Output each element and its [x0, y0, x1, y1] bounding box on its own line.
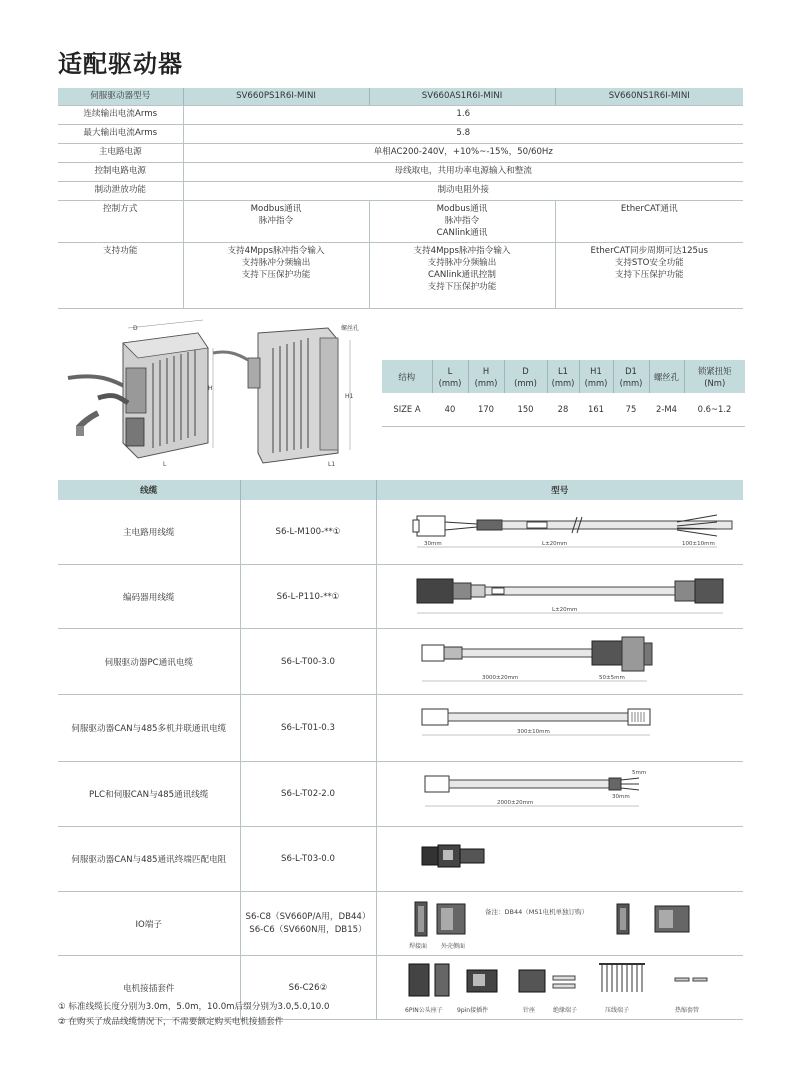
spec-row-max-current	[58, 124, 743, 143]
cable-row	[58, 762, 743, 827]
dim-label: 30mm	[423, 541, 442, 547]
dims-cell: 2-M4	[649, 393, 684, 426]
cable-picture	[376, 695, 743, 762]
cable-model: S6-L-M100-**①	[240, 500, 376, 565]
dims-cell: SIZE A	[382, 393, 432, 426]
cable-row	[58, 827, 743, 892]
spec-label: 主电路电源	[58, 143, 183, 162]
plc-cable-drawing	[377, 762, 744, 823]
cable-header-model: 型号	[376, 480, 743, 500]
dims-header: 结构	[382, 360, 432, 393]
cable-model: S6-L-T03-0.0	[240, 827, 376, 892]
dim-label: 30mm	[611, 794, 630, 800]
cable-picture	[376, 565, 743, 629]
spec-label: 连续输出电流Arms	[58, 105, 183, 124]
spec-value-a: Modbus通讯 脉冲指令 CANlink通讯	[369, 200, 555, 242]
footnotes	[58, 1000, 329, 1030]
dim-label-l: L	[163, 461, 167, 468]
spec-header-row	[58, 88, 743, 105]
spec-header-a: SV660AS1R6I-MINI	[369, 88, 555, 105]
cable-name: PLC和伺服CAN与485通讯线缆	[58, 762, 240, 827]
dims-header-row	[382, 360, 745, 393]
spec-value: 1.6	[183, 105, 743, 124]
dims-cell: 150	[504, 393, 547, 426]
spec-value: 5.8	[183, 124, 743, 143]
drive-dimension-drawing	[58, 318, 368, 468]
caption: 6PIN公头座子	[404, 1007, 443, 1014]
spec-value-n: EtherCAT通讯	[555, 200, 743, 242]
cable-model: S6-C26②	[240, 956, 376, 1020]
cable-row	[58, 695, 743, 762]
dim-label: 300±10mm	[516, 729, 550, 735]
caption: 焊接面	[408, 943, 427, 950]
dim-label-h: H	[208, 385, 213, 392]
dim-label: 2000±20mm	[496, 800, 533, 806]
cable-picture	[376, 629, 743, 695]
dim-label: 100±10mm	[681, 541, 715, 547]
cable-picture	[376, 762, 743, 827]
spec-label: 制动泄放功能	[58, 181, 183, 200]
cable-row	[58, 629, 743, 695]
spec-header-p: SV660PS1R6I-MINI	[183, 88, 369, 105]
main-circuit-cable-drawing	[377, 500, 744, 561]
cable-picture	[376, 827, 743, 892]
cable-name: 伺服驱动器PC通讯电缆	[58, 629, 240, 695]
dimension-table	[382, 360, 745, 427]
dims-cell: 170	[468, 393, 504, 426]
cable-picture	[376, 956, 743, 1020]
dims-header: H (mm)	[468, 360, 504, 393]
dims-cell: 161	[579, 393, 613, 426]
cable-name: 主电路用线缆	[58, 500, 240, 565]
cable-name: IO端子	[58, 892, 240, 956]
dim-label: 5mm	[631, 770, 646, 776]
io-note: 备注：DB44（MS1电机单独订购）	[484, 908, 588, 916]
spec-value-a: 支持4Mpps脉冲指令输入 支持脉冲分频输出 CANlink通讯控制 支持下压保护功能	[369, 242, 555, 308]
spec-value: 母线取电，共用功率电源输入和整流	[183, 162, 743, 181]
cable-table	[58, 480, 743, 1020]
dim-label: L±20mm	[541, 541, 567, 547]
motor-connector-kit-drawing	[377, 956, 744, 1016]
cable-model: S6-L-T00-3.0	[240, 629, 376, 695]
dims-cell: 0.6~1.2	[684, 393, 745, 426]
cable-model: S6-L-P110-**①	[240, 565, 376, 629]
cable-model: S6-L-T02-2.0	[240, 762, 376, 827]
cable-row	[58, 565, 743, 629]
dim-label-l1: L1	[328, 461, 336, 468]
spec-row-control	[58, 200, 743, 242]
cable-model: S6-L-T01-0.3	[240, 695, 376, 762]
cable-header-name: 线缆	[58, 480, 240, 500]
dims-cell: 28	[547, 393, 579, 426]
terminal-resistor-drawing	[377, 827, 744, 888]
spec-value: 单相AC200-240V，+10%~-15%，50/60Hz	[183, 143, 743, 162]
encoder-cable-drawing	[377, 565, 744, 625]
cable-name: 编码器用线缆	[58, 565, 240, 629]
spec-row-main-power	[58, 143, 743, 162]
spec-header-n: SV660NS1R6I-MINI	[555, 88, 743, 105]
cable-name: 伺服驱动器CAN与485通讯终端匹配电阻	[58, 827, 240, 892]
parallel-cable-drawing	[377, 695, 744, 758]
dim-label-screw: 螺丝孔	[341, 325, 360, 332]
dim-label: 3000±20mm	[481, 675, 518, 681]
drive-spec-table	[58, 88, 743, 309]
cable-name: 伺服驱动器CAN与485多机并联通讯电缆	[58, 695, 240, 762]
dims-cell: 40	[432, 393, 468, 426]
dims-data-row	[382, 393, 745, 426]
dims-header: L (mm)	[432, 360, 468, 393]
dim-label: 50±5mm	[598, 675, 625, 681]
spec-header-model: 伺服驱动器型号	[58, 88, 183, 105]
footnote: ② 在购买了成品线缆情况下，不需要额定购买电机接插套件	[58, 1017, 284, 1027]
dim-label-d: D	[133, 325, 138, 332]
caption: 针座	[522, 1007, 535, 1014]
dims-header: D (mm)	[504, 360, 547, 393]
spec-row-support	[58, 242, 743, 308]
cable-picture	[376, 500, 743, 565]
cable-picture	[376, 892, 743, 956]
dim-label: L±20mm	[551, 607, 577, 613]
caption: 热缩套管	[674, 1007, 699, 1014]
io-terminal-drawing	[377, 892, 744, 952]
caption: 外壳侧面	[440, 943, 465, 950]
spec-label: 控制电路电源	[58, 162, 183, 181]
dims-header: L1 (mm)	[547, 360, 579, 393]
spec-row-brake	[58, 181, 743, 200]
spec-label: 支持功能	[58, 242, 183, 308]
cable-header-blank	[240, 480, 376, 500]
dims-header: 锁紧扭矩 (Nm)	[684, 360, 745, 393]
spec-value-p: Modbus通讯 脉冲指令	[183, 200, 369, 242]
cable-header-row	[58, 480, 743, 500]
caption: 9pin接插件	[456, 1007, 488, 1014]
dim-label-h1: H1	[345, 393, 354, 400]
page-title: 适配驱动器	[58, 50, 183, 78]
dims-header: 螺丝孔	[649, 360, 684, 393]
spec-value-p: 支持4Mpps脉冲指令输入 支持脉冲分频输出 支持下压保护功能	[183, 242, 369, 308]
cable-row	[58, 892, 743, 956]
dims-cell: 75	[613, 393, 649, 426]
spec-value: 制动电阻外接	[183, 181, 743, 200]
cable-model: S6-C8（SV660P/A用，DB44） S6-C6（SV660N用，DB15）	[240, 892, 376, 956]
spec-label: 控制方式	[58, 200, 183, 242]
footnote: ① 标准线缆长度分别为3.0m，5.0m，10.0m后缀分别为3.0,5.0,10.0	[58, 1002, 330, 1012]
spec-label: 最大输出电流Arms	[58, 124, 183, 143]
pc-cable-drawing	[377, 629, 744, 691]
dims-header: H1 (mm)	[579, 360, 613, 393]
caption: 绝缘端子	[552, 1007, 577, 1014]
cable-name: 电机接插套件	[58, 956, 240, 1020]
spec-row-ctrl-power	[58, 162, 743, 181]
spec-value-n: EtherCAT同步周期可达125us 支持STO安全功能 支持下压保护功能	[555, 242, 743, 308]
spec-row-cont-current	[58, 105, 743, 124]
cable-row	[58, 500, 743, 565]
caption: 压线端子	[604, 1007, 629, 1014]
dims-header: D1 (mm)	[613, 360, 649, 393]
